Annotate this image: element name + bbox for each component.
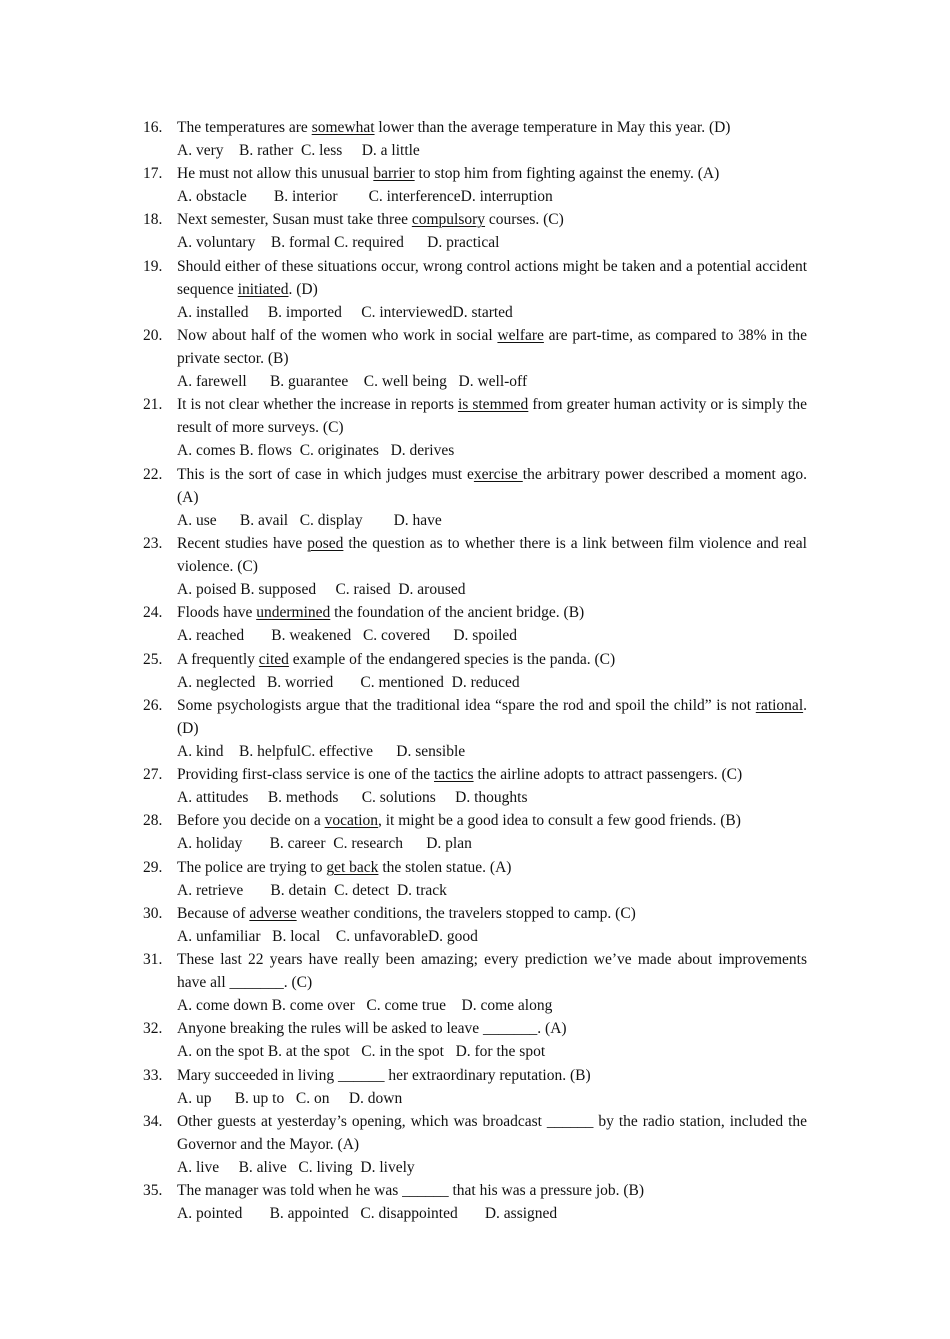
stem-text: courses. (C) <box>485 211 564 228</box>
option-d: D. aroused <box>398 581 466 599</box>
option-c: C. originates <box>299 442 379 460</box>
options-row <box>177 624 807 647</box>
question-number: 35. <box>143 1182 163 1199</box>
question-stem <box>177 532 807 578</box>
option-b: B. helpful <box>239 743 301 761</box>
underlined-word: vocation <box>324 812 378 829</box>
question-stem <box>177 116 807 139</box>
option-c: C. interference <box>368 188 461 206</box>
option-c: C. interviewed <box>361 304 453 322</box>
question-stem <box>177 1017 807 1040</box>
underlined-word: is stemmed <box>457 396 529 413</box>
options-row <box>177 1040 807 1063</box>
option-a: A. on the spot <box>177 1043 264 1061</box>
option-d: D. down <box>348 1090 403 1108</box>
option-d: D. thoughts <box>455 789 528 807</box>
option-b: B. alive <box>238 1159 287 1177</box>
option-d: D. started <box>452 304 513 322</box>
options-row <box>177 509 807 532</box>
option-d: D. interruption <box>460 188 553 206</box>
question-number: 28. <box>143 812 163 829</box>
option-c: C. disappointed <box>360 1205 458 1223</box>
question-stem <box>177 601 807 624</box>
question-stem <box>177 208 807 231</box>
option-d: D. plan <box>426 835 472 853</box>
option-c: C. research <box>333 835 403 853</box>
stem-text: Recent studies have <box>177 535 308 552</box>
underlined-word: somewhat <box>311 119 375 136</box>
question-31 <box>143 948 807 1017</box>
option-c: C. on <box>295 1090 330 1108</box>
stem-text: Before you decide on a <box>177 812 325 829</box>
question-24 <box>143 601 807 647</box>
option-a: A. holiday <box>177 835 243 853</box>
question-19 <box>143 255 807 324</box>
question-33 <box>143 1064 807 1110</box>
stem-text: weather conditions, the travelers stopped to camp. (C) <box>296 905 636 922</box>
stem-text: . (D) <box>288 281 318 299</box>
underlined-word: undermined <box>256 604 331 621</box>
question-number: 31. <box>143 951 163 968</box>
option-b: B. detain <box>270 882 327 900</box>
question-22 <box>143 463 807 532</box>
option-d: D. track <box>396 882 447 900</box>
stem-text: Other guests at yesterday’s opening, which was broadcast ______ by the radio station, included the Governor and the Mayor. (A) <box>177 1113 807 1154</box>
options-row <box>177 439 807 462</box>
question-stem <box>177 948 807 994</box>
option-d: D. assigned <box>484 1205 558 1223</box>
stem-text: Should either of these situations occur, wrong control actions might be taken and a potential accident sequence <box>177 258 807 299</box>
option-b: B. interior <box>273 188 338 206</box>
option-d: D. well-off <box>458 373 528 391</box>
stem-text: from greater human activity or is simply the result of more surveys. (C) <box>177 396 807 437</box>
option-a: A. pointed <box>177 1205 243 1223</box>
options-row <box>177 1087 807 1110</box>
question-stem <box>177 763 807 786</box>
option-c: C. well being <box>363 373 447 391</box>
stem-text: Anyone breaking the rules will be asked to leave _______. (A) <box>177 1020 567 1037</box>
question-number: 16. <box>143 119 163 136</box>
option-b: B. supposed <box>240 581 317 599</box>
question-stem <box>177 809 807 832</box>
question-number: 21. <box>143 396 163 413</box>
question-number: 26. <box>143 697 163 714</box>
stem-text: Floods have <box>177 604 257 621</box>
question-number: 18. <box>143 211 163 228</box>
question-number: 20. <box>143 327 163 344</box>
question-number: 29. <box>143 859 163 876</box>
option-c: C. less <box>300 142 343 160</box>
question-16 <box>143 116 807 162</box>
options-row <box>177 231 807 254</box>
question-stem <box>177 1179 807 1202</box>
underlined-word: rational <box>755 697 804 714</box>
underlined-word: adverse <box>249 905 297 922</box>
option-b: B. weakened <box>271 627 352 645</box>
stem-text: the stolen statue. (A) <box>378 859 512 876</box>
option-c: C. come true <box>366 997 447 1015</box>
question-32 <box>143 1017 807 1063</box>
option-d: D. a little <box>361 142 420 160</box>
option-d: D. lively <box>360 1159 415 1177</box>
option-c: C. in the spot <box>361 1043 444 1061</box>
stem-text: Next semester, Susan must take three <box>177 211 412 228</box>
option-b: B. local <box>272 928 321 946</box>
option-a: A. use <box>177 512 217 530</box>
options-row <box>177 925 807 948</box>
stem-text: He must not allow this unusual <box>177 165 374 182</box>
stem-text: It is not clear whether the increase in reports <box>177 396 458 413</box>
question-stem <box>177 856 807 879</box>
stem-text: The temperatures are <box>177 119 312 136</box>
question-20 <box>143 324 807 393</box>
question-23 <box>143 532 807 601</box>
question-number: 22. <box>143 466 163 483</box>
option-b: B. at the spot <box>267 1043 350 1061</box>
question-stem <box>177 648 807 671</box>
option-d: D. sensible <box>396 743 466 761</box>
option-a: A. poised <box>177 581 237 599</box>
option-a: A. obstacle <box>177 188 247 206</box>
stem-text: A frequently <box>177 651 259 668</box>
underlined-word: compulsory <box>411 211 486 228</box>
underlined-word: cited <box>258 651 289 668</box>
option-c: C. effective <box>301 743 374 761</box>
stem-text: the airline adopts to attract passengers. (C) <box>473 766 743 783</box>
question-number: 17. <box>143 165 163 182</box>
underlined-word: welfare <box>497 327 544 344</box>
option-a: A. neglected <box>177 674 256 692</box>
question-stem <box>177 694 807 740</box>
underlined-word: tactics <box>433 766 474 783</box>
question-28 <box>143 809 807 855</box>
underlined-word: posed <box>307 535 344 552</box>
question-25 <box>143 648 807 694</box>
option-a: A. very <box>177 142 224 160</box>
stem-text: , it might be a good idea to consult a few good friends. (B) <box>378 812 741 829</box>
options-row <box>177 832 807 855</box>
question-number: 24. <box>143 604 163 621</box>
question-stem <box>177 1064 807 1087</box>
question-26 <box>143 694 807 763</box>
option-b: B. guarantee <box>269 373 349 391</box>
stem-text: the question as to whether there is a link between film violence and real violence. (C) <box>177 535 807 576</box>
stem-text: . (D) <box>177 697 807 738</box>
option-a: A. kind <box>177 743 224 761</box>
question-17 <box>143 162 807 208</box>
stem-text: Because of <box>177 905 250 922</box>
options-row <box>177 139 807 162</box>
option-d: D. come along <box>461 997 553 1015</box>
question-number: 33. <box>143 1067 163 1084</box>
option-b: B. come over <box>271 997 355 1015</box>
stem-text: to stop him from fighting against the enemy. (A) <box>414 165 720 182</box>
stem-text: example of the endangered species is the panda. (C) <box>288 651 616 668</box>
option-b: B. methods <box>267 789 339 807</box>
options-row <box>177 1156 807 1179</box>
option-c: C. covered <box>362 627 431 645</box>
options-row <box>177 786 807 809</box>
options-row <box>177 370 807 393</box>
question-stem <box>177 902 807 925</box>
option-c: C. raised <box>335 581 391 599</box>
options-row <box>177 301 807 324</box>
question-number: 23. <box>143 535 163 552</box>
options-row <box>177 994 807 1017</box>
options-row <box>177 1202 807 1225</box>
option-a: A. voluntary <box>177 234 256 252</box>
stem-text: The manager was told when he was ______ that his was a pressure job. (B) <box>177 1182 645 1199</box>
question-34 <box>143 1110 807 1179</box>
option-b: B. flows <box>239 442 292 460</box>
option-a: A. attitudes <box>177 789 249 807</box>
question-number: 34. <box>143 1113 163 1130</box>
option-c: C. required <box>334 234 404 252</box>
option-a: A. farewell <box>177 373 247 391</box>
stem-text: Mary succeeded in living ______ her extraordinary reputation. (B) <box>177 1067 591 1084</box>
option-b: B. rather <box>239 142 294 160</box>
underlined-word: get back <box>326 859 379 876</box>
question-27 <box>143 763 807 809</box>
options-row <box>177 185 807 208</box>
question-number: 19. <box>143 258 163 275</box>
option-d: D. spoiled <box>453 627 518 645</box>
option-a: A. comes <box>177 442 236 460</box>
option-d: D. good <box>427 928 478 946</box>
option-c: C. mentioned <box>360 674 444 692</box>
option-b: B. imported <box>267 304 342 322</box>
option-c: C. solutions <box>361 789 436 807</box>
question-35 <box>143 1179 807 1225</box>
option-d: D. for the spot <box>455 1043 546 1061</box>
question-stem <box>177 393 807 439</box>
stem-text: Providing first-class service is one of the <box>177 766 434 783</box>
option-c: C. detect <box>334 882 390 900</box>
question-29 <box>143 856 807 902</box>
question-stem <box>177 255 807 301</box>
underlined-word: barrier <box>373 165 415 182</box>
option-d: D. reduced <box>451 674 520 692</box>
option-b: B. appointed <box>269 1205 349 1223</box>
options-row <box>177 578 807 601</box>
option-b: B. formal <box>270 234 331 252</box>
option-d: D. have <box>393 512 442 530</box>
option-a: A. retrieve <box>177 882 244 900</box>
option-d: D. derives <box>390 442 455 460</box>
question-number: 27. <box>143 766 163 783</box>
underlined-word: initiated <box>237 281 289 299</box>
stem-text: This is the sort of case in which judges must e <box>177 466 474 483</box>
question-number: 32. <box>143 1020 163 1037</box>
stem-text: lower than the average temperature in May this year. (D) <box>374 119 731 136</box>
option-a: A. live <box>177 1159 220 1177</box>
stem-text: the arbitrary power described a moment ago. (A) <box>177 466 807 507</box>
option-a: A. reached <box>177 627 245 645</box>
question-30 <box>143 902 807 948</box>
option-a: A. up <box>177 1090 212 1108</box>
question-stem <box>177 162 807 185</box>
option-a: A. come down <box>177 997 268 1015</box>
option-c: C. living <box>298 1159 353 1177</box>
option-b: B. worried <box>266 674 334 692</box>
question-18 <box>143 208 807 254</box>
option-d: D. practical <box>427 234 500 252</box>
stem-text: Now about half of the women who work in social <box>177 327 498 344</box>
option-b: B. avail <box>239 512 289 530</box>
option-a: A. installed <box>177 304 249 322</box>
option-b: B. career <box>269 835 326 853</box>
option-b: B. up to <box>234 1090 285 1108</box>
stem-text: These last 22 years have really been amazing; every prediction we’ve made about improvements have all _______. (C) <box>177 951 807 992</box>
options-row <box>177 671 807 694</box>
options-row <box>177 740 807 763</box>
question-stem <box>177 324 807 370</box>
question-21 <box>143 393 807 462</box>
question-stem <box>177 463 807 509</box>
question-number: 25. <box>143 651 163 668</box>
option-c: C. unfavorable <box>335 928 428 946</box>
option-a: A. unfamiliar <box>177 928 261 946</box>
stem-text: are part-time, as compared to 38% in the private sector. (B) <box>177 327 807 368</box>
question-number: 30. <box>143 905 163 922</box>
options-row <box>177 879 807 902</box>
underlined-word: xercise <box>473 466 523 483</box>
stem-text: Some psychologists argue that the traditional idea “spare the rod and spoil the child” is not <box>177 697 756 714</box>
stem-text: The police are trying to <box>177 859 327 876</box>
question-stem <box>177 1110 807 1156</box>
option-c: C. display <box>299 512 363 530</box>
stem-text: the foundation of the ancient bridge. (B) <box>330 604 585 621</box>
